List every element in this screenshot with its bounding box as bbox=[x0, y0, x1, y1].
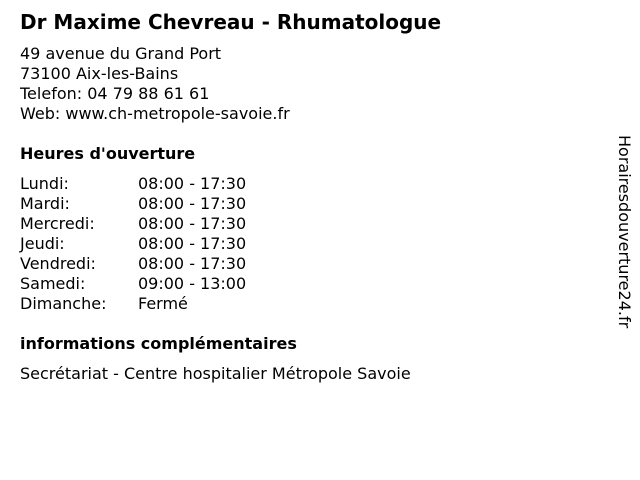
street-address: 49 avenue du Grand Port bbox=[20, 44, 222, 63]
brand-watermark: Horairesdouverture24.fr bbox=[615, 135, 634, 329]
hours-row-friday bbox=[20, 254, 600, 274]
hours-time-value: 08:00 - 17:30 bbox=[138, 214, 247, 233]
hours-day-label: Mardi: bbox=[20, 194, 70, 213]
phone-number: Telefon: 04 79 88 61 61 bbox=[20, 84, 210, 103]
hours-day-label: Vendredi: bbox=[20, 254, 96, 273]
hours-row-tuesday bbox=[20, 194, 600, 214]
hours-row-sunday bbox=[20, 294, 600, 314]
hours-heading: Heures d'ouverture bbox=[20, 144, 196, 163]
hours-day-label: Dimanche: bbox=[20, 294, 107, 313]
practice-card bbox=[20, 8, 600, 384]
info-heading: informations complémentaires bbox=[20, 334, 297, 353]
hours-time-value: 08:00 - 17:30 bbox=[138, 254, 247, 273]
hours-row-saturday bbox=[20, 274, 600, 294]
hours-day-label: Mercredi: bbox=[20, 214, 95, 233]
address-block bbox=[20, 44, 600, 124]
page-title: Dr Maxime Chevreau - Rhumatologue bbox=[20, 10, 442, 34]
hours-row-wednesday bbox=[20, 214, 600, 234]
hours-table bbox=[20, 174, 600, 314]
hours-time-value: 08:00 - 17:30 bbox=[138, 194, 247, 213]
hours-day-label: Samedi: bbox=[20, 274, 86, 293]
hours-time-value: 08:00 - 17:30 bbox=[138, 174, 247, 193]
hours-time-value: Fermé bbox=[138, 294, 188, 313]
hours-day-label: Jeudi: bbox=[20, 234, 65, 253]
hours-time-value: 09:00 - 13:00 bbox=[138, 274, 247, 293]
info-text: Secrétariat - Centre hospitalier Métropole Savoie bbox=[20, 364, 411, 383]
hours-time-value: 08:00 - 17:30 bbox=[138, 234, 247, 253]
hours-row-monday bbox=[20, 174, 600, 194]
website-link[interactable]: Web: www.ch-metropole-savoie.fr bbox=[20, 104, 290, 123]
city-address: 73100 Aix-les-Bains bbox=[20, 64, 179, 83]
hours-row-thursday bbox=[20, 234, 600, 254]
hours-day-label: Lundi: bbox=[20, 174, 69, 193]
